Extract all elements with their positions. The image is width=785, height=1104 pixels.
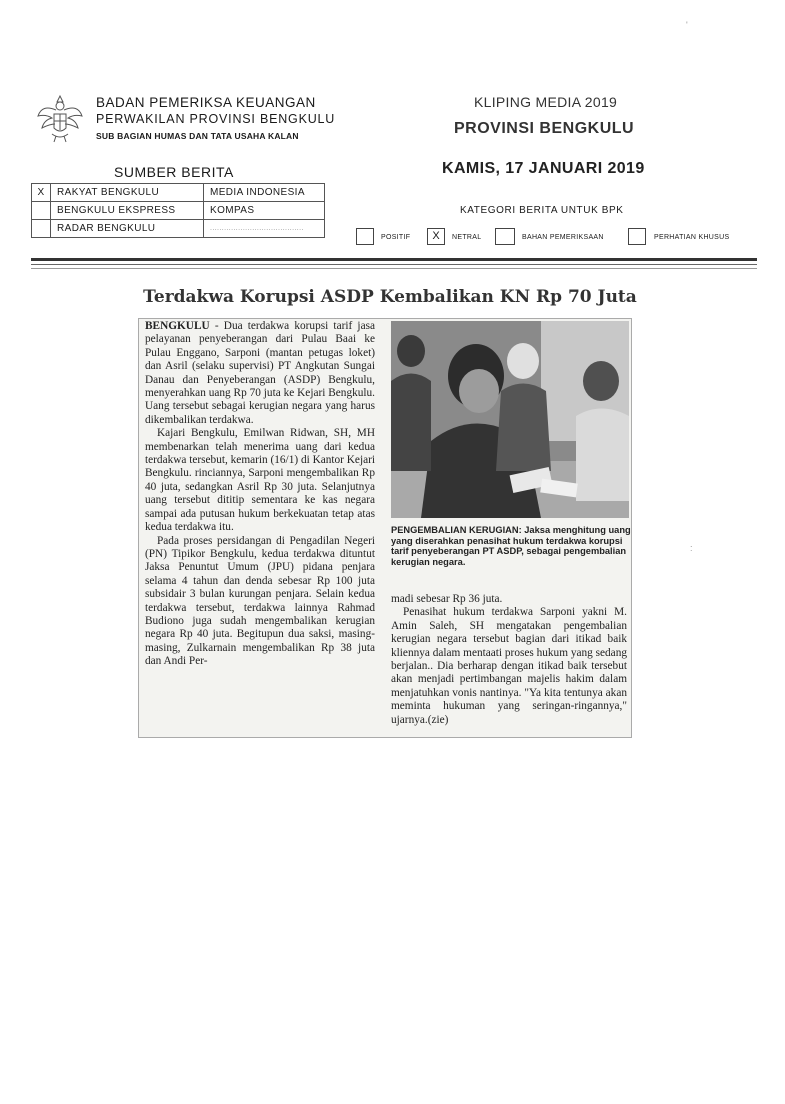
province-title: PROVINSI BENGKULU bbox=[454, 120, 635, 137]
org-name: BADAN PEMERIKSA KEUANGAN bbox=[96, 95, 316, 110]
category-label: NETRAL bbox=[452, 234, 482, 241]
source-name: RAKYAT BENGKULU bbox=[51, 184, 204, 202]
article-paragraph: Penasihat hukum terdakwa Sarponi yakni M. Amin Saleh, SH mengatakan pengembalian kerugian negara tersebut bagian dari itikad baik kliennya dalam mentaati proses hukum yang sedang berjalan.. Dia berharap dengan itikad baik tersebut akan menjadi pertimbangan majelis hakim dalam menjatuhkan vonis nantinya. "Ya kita tentunya akan meminta hukuman yang seringan-ringannya," ujarnya.(zie) bbox=[391, 606, 627, 726]
source-name: ........................................ bbox=[204, 220, 325, 238]
article-paragraph: madi sebesar Rp 36 juta. bbox=[391, 593, 503, 605]
publication-date: KAMIS, 17 JANUARI 2019 bbox=[442, 160, 645, 177]
source-checkbox[interactable]: X bbox=[32, 184, 51, 202]
org-unit: SUB BAGIAN HUMAS DAN TATA USAHA KALAN bbox=[96, 131, 299, 141]
garuda-emblem-icon bbox=[34, 90, 86, 146]
article-paragraph: Pada proses persidangan di Pengadilan Negeri (PN) Tipikor Bengkulu, kedua terdakwa dituntut Jaksa Penuntut Umum (JPU) pidana penjara selama 4 tahun dan denda sebesar Rp 100 juta subsidair 3 bulan kurungan penjara. Selain kedua terdakwa tersebut, terdakwa lainnya Rahmad Budiono juga sudah mengembalikan kerugian negara Rp 40 juta. Begitupun dua saksi, masing-masing, Zulkarnain mengembalikan Rp 38 juta dan Andi Per- bbox=[145, 534, 375, 668]
article-photo bbox=[391, 321, 629, 518]
article-paragraph: Kajari Bengkulu, Emilwan Ridwan, SH, MH membenarkan telah menerima uang dari kedua terdakwa tersebut, kemarin (16/1) di Kantor Kejari Bengkulu. rinciannya, Sarponi mengembalikan Rp 40 juta, sedangkan Asril Rp 30 juta. Selanjutnya uang tersebut dititip sementara ke kas negara sampai ada putusan hukum berkekuatan tetap atas kedua terdakwa itu. bbox=[145, 427, 375, 534]
source-row bbox=[32, 184, 325, 202]
article-headline: Terdakwa Korupsi ASDP Kembalikan KN Rp 70 Juta bbox=[143, 287, 637, 307]
category-label: PERHATIAN KHUSUS bbox=[654, 234, 730, 241]
source-row bbox=[32, 220, 325, 238]
header-divider bbox=[31, 264, 757, 265]
photo-caption: PENGEMBALIAN KERUGIAN: Jaksa menghitung uang yang diserahkan penasihat hukum terdakwa korupsi tarif penyeberangan PT ASDP, sebagai pengembalian kerugian negara. bbox=[391, 525, 631, 567]
source-name: KOMPAS bbox=[204, 202, 325, 220]
category-checkbox-bahan[interactable] bbox=[495, 228, 515, 245]
article-column-left bbox=[145, 320, 375, 669]
source-checkbox[interactable] bbox=[32, 202, 51, 220]
source-heading: SUMBER BERITA bbox=[114, 164, 234, 180]
article-dateline: BENGKULU bbox=[145, 320, 210, 332]
org-office: PERWAKILAN PROVINSI BENGKULU bbox=[96, 112, 336, 126]
kliping-title: KLIPING MEDIA 2019 bbox=[474, 94, 618, 110]
category-heading: KATEGORI BERITA UNTUK BPK bbox=[460, 205, 624, 216]
source-name: RADAR BENGKULU bbox=[51, 220, 204, 238]
category-label: BAHAN PEMERIKSAAN bbox=[522, 234, 604, 241]
category-checkbox-netral[interactable]: X bbox=[427, 228, 445, 245]
article-column-right bbox=[391, 593, 627, 727]
source-name: BENGKULU EKSPRESS bbox=[51, 202, 204, 220]
source-name: MEDIA INDONESIA bbox=[204, 184, 325, 202]
category-checkbox-perhatian[interactable] bbox=[628, 228, 646, 245]
header-divider bbox=[31, 258, 757, 261]
article-paragraph: BENGKULU - Dua terdakwa korupsi tarif jasa pelayanan penyeberangan dari Pulau Baai ke Pulau Enggano, Sarponi (mantan petugas loket) dan Asril (selaku supervisi) PT Angkutan Sungai Danau dan Penyeberangan (ASDP) Bengkulu, menyerahkan uang Rp 70 juta ke Kejari Bengkulu. Uang tersebut sebagai kerugian negara yang harus dikembalikan terdakwa. bbox=[145, 320, 375, 426]
source-row bbox=[32, 202, 325, 220]
source-checkbox[interactable] bbox=[32, 220, 51, 238]
header-divider bbox=[31, 268, 757, 269]
category-label: POSITIF bbox=[381, 234, 411, 241]
category-checkbox-positif[interactable] bbox=[356, 228, 374, 245]
scan-mark: : bbox=[690, 543, 693, 553]
source-table bbox=[31, 183, 325, 238]
scan-mark: ' bbox=[686, 20, 688, 30]
